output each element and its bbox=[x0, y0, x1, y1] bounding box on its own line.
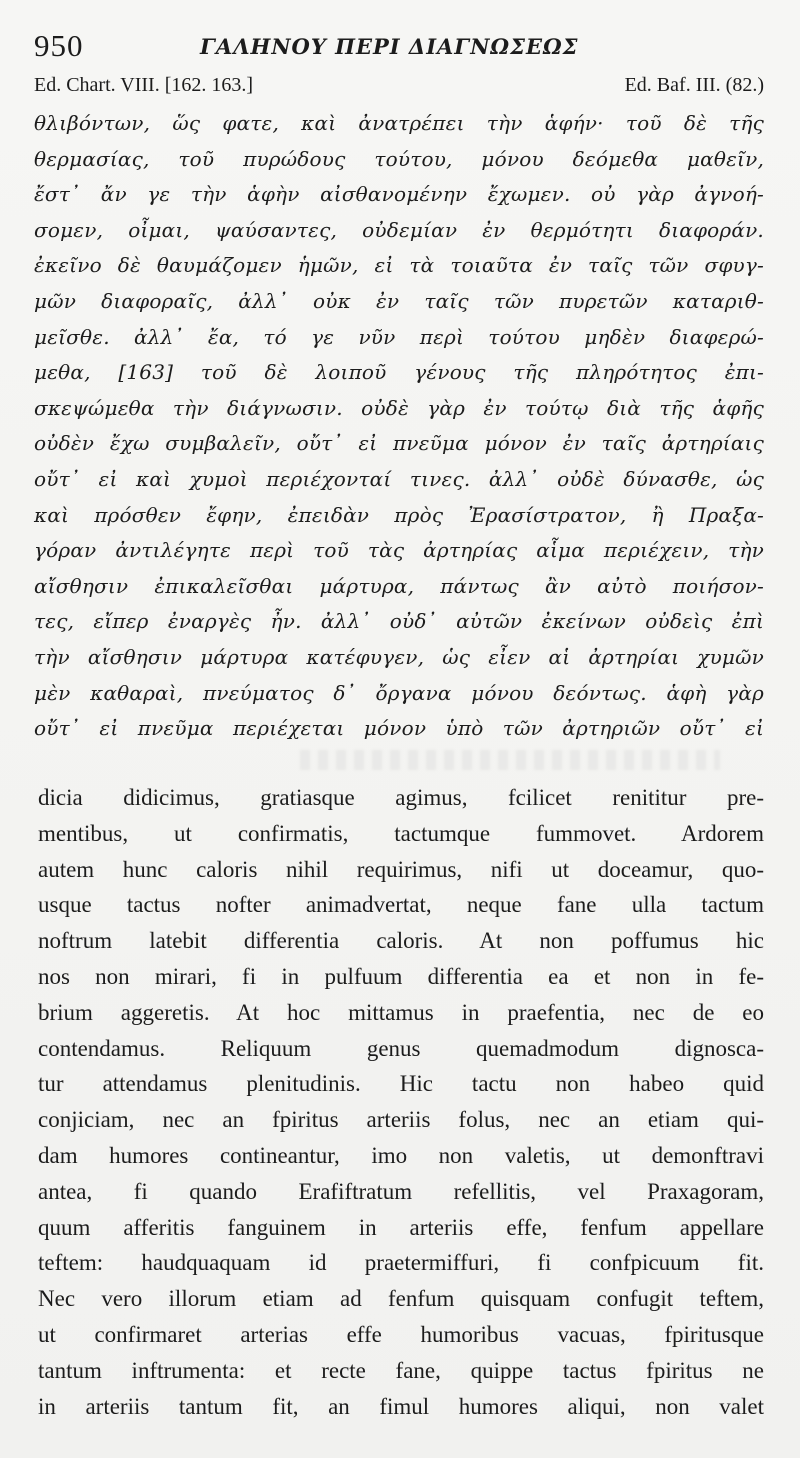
latin-text-block bbox=[38, 780, 764, 1424]
page-number: 950 bbox=[34, 28, 84, 63]
edition-reference-line bbox=[34, 74, 764, 102]
latin-text-line: quum afferitis fanguinem in arteriis effe, fenfum appellare bbox=[38, 1214, 764, 1240]
greek-text-line: τὴν αἴσθησιν μάρτυρα κατέφυγεν, ὡς εἶεν αἱ ἀρτηρίαι χυμῶν bbox=[34, 644, 764, 669]
latin-text-line: ut confirmaret arterias effe humoribus vacuas, fpiritusque bbox=[38, 1321, 764, 1347]
greek-text-line: μεῖσθε. ἀλλ᾽ ἔα, τό γε νῦν περὶ τούτου μηδὲν διαφερώ- bbox=[34, 324, 764, 349]
running-title: ΓΑΛΗΝΟΥ ΠΕΡΙ ΔΙΑΓΝΩΣΕΩΣ bbox=[200, 34, 579, 59]
greek-text-line: καὶ πρόσθεν ἔφην, ἐπειδὰν πρὸς Ἐρασίστρατον, ἢ Πραξα- bbox=[34, 502, 764, 527]
edition-chartier-reference: Ed. Chart. VIII. [162. 163.] bbox=[34, 74, 254, 96]
latin-text-line: nos non mirari, fi in pulfuum differentia ea et non in fe- bbox=[38, 963, 764, 989]
greek-text-line: θερμασίας, τοῦ πυρώδους τούτου, μόνου δεόμεθα μαθεῖν, bbox=[34, 146, 764, 171]
running-head bbox=[34, 26, 774, 66]
latin-text-line: contendamus. Reliquum genus quemadmodum dignosca- bbox=[38, 1035, 764, 1061]
latin-text-line: dam humores contineantur, imo non valetis, ut demonftravi bbox=[38, 1142, 764, 1168]
greek-text-line: μεθα, [163] τοῦ δὲ λοιποῦ γένους τῆς πληρότητος ἐπι- bbox=[34, 360, 764, 385]
greek-text-line: μῶν διαφοραῖς, ἀλλ᾽ οὐκ ἐν ταῖς τῶν πυρετῶν καταριθ- bbox=[34, 288, 764, 313]
greek-text-line: οὔτ᾽ εἰ πνεῦμα περιέχεται μόνον ὑπὸ τῶν ἀρτηριῶν οὔτ᾽ εἰ bbox=[34, 716, 764, 741]
greek-text-line: ἐκεῖνο δὲ θαυμάζομεν ἡμῶν, εἰ τὰ τοιαῦτα ἐν ταῖς τῶν σφυγ- bbox=[34, 253, 764, 278]
latin-text-line: usque tactus nofter animadvertat, neque fane ulla tactum bbox=[38, 892, 764, 918]
latin-text-line: tantum inftrumenta: et recte fane, quippe tactus fpiritus ne bbox=[38, 1357, 764, 1383]
greek-text-line: σομεν, οἶμαι, ψαύσαντες, οὐδεμίαν ἐν θερμότητι διαφοράν. bbox=[34, 217, 764, 242]
greek-text-line: αἴσθησιν ἐπικαλεῖσθαι μάρτυρα, πάντως ἂν αὐτὸ ποιήσον- bbox=[34, 573, 764, 598]
latin-text-line: dicia didicimus, gratiasque agimus, fcilicet renititur pre- bbox=[38, 785, 764, 810]
latin-text-line: in arteriis tantum fit, an fimul humores aliqui, non valet bbox=[38, 1393, 764, 1419]
show-through-shadow bbox=[300, 750, 720, 770]
latin-text-line: autem hunc caloris nihil requirimus, nifi ut doceamur, quo- bbox=[38, 856, 764, 882]
latin-text-line: conjiciam, nec an fpiritus arteriis folus, nec an etiam qui- bbox=[38, 1107, 764, 1133]
greek-text-line: θλιβόντων, ὥς φατε, καὶ ἀνατρέπει τὴν ἁφήν· τοῦ δὲ τῆς bbox=[34, 111, 764, 135]
latin-text-line: mentibus, ut confirmatis, tactumque fummovet. Ardorem bbox=[38, 820, 764, 846]
latin-text-line: antea, fi quando Erafiftratum refellitis, vel Praxagoram, bbox=[38, 1178, 764, 1204]
greek-text-line: γόραν ἀντιλέγητε περὶ τοῦ τὰς ἀρτηρίας αἷμα περιέχειν, τὴν bbox=[34, 538, 764, 563]
latin-text-line: noftrum latebit differentia caloris. At non poffumus hic bbox=[38, 928, 764, 954]
greek-text-block bbox=[34, 106, 764, 747]
greek-text-line: ἔστ᾽ ἄν γε τὴν ἁφὴν αἰσθανομένην ἔχωμεν. οὐ γὰρ ἀγνοή- bbox=[34, 182, 764, 207]
greek-text-line: τες, εἴπερ ἐναργὲς ἦν. ἀλλ᾽ οὐδ᾽ αὐτῶν ἐκείνων οὐδεὶς ἐπὶ bbox=[34, 609, 764, 634]
greek-text-line: οὔτ᾽ εἰ καὶ χυμοὶ περιέχονταί τινες. ἀλλ᾽ οὐδὲ δύνασθε, ὡς bbox=[34, 466, 764, 491]
latin-text-line: brium aggeretis. At hoc mittamus in praefentia, nec de eo bbox=[38, 999, 764, 1025]
greek-text-line: σκεψώμεθα τὴν διάγνωσιν. οὐδὲ γὰρ ἐν τούτῳ διὰ τῆς ἁφῆς bbox=[34, 395, 764, 420]
latin-text-line: Nec vero illorum etiam ad fenfum quisquam confugit teftem, bbox=[38, 1286, 764, 1312]
latin-text-line: tur attendamus plenitudinis. Hic tactu non habeo quid bbox=[38, 1071, 764, 1097]
edition-basel-reference: Ed. Baf. III. (82.) bbox=[624, 74, 764, 96]
greek-text-line: μὲν καθαραὶ, πνεύματος δ᾽ ὄργανα μόνου δεόντως. ἁφὴ γὰρ bbox=[34, 680, 764, 705]
latin-text-line: teftem: haudquaquam id praetermiffuri, fi confpicuum fit. bbox=[38, 1250, 764, 1276]
greek-text-line: οὐδὲν ἔχω συμβαλεῖν, οὔτ᾽ εἰ πνεῦμα μόνον ἐν ταῖς ἀρτηρίαις bbox=[34, 431, 764, 456]
